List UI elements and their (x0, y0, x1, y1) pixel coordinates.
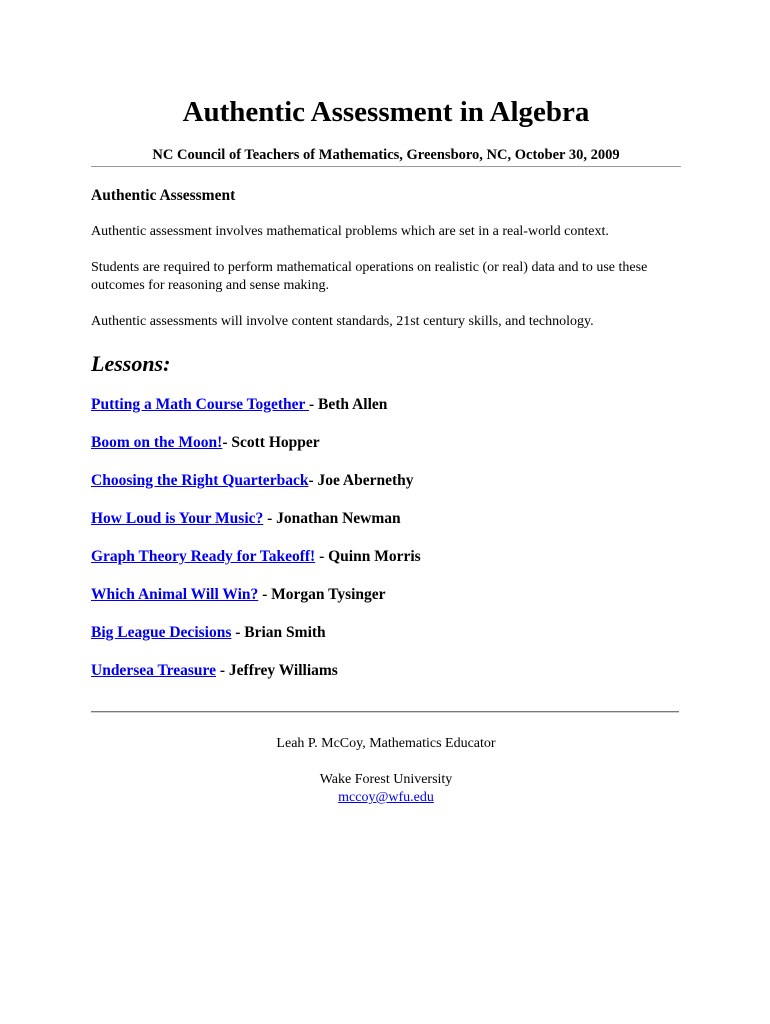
lesson-author: - Jeffrey Williams (216, 662, 338, 679)
lesson-author: - Jonathan Newman (263, 510, 401, 527)
lesson-link[interactable]: Putting a Math Course Together (91, 396, 310, 413)
lesson-link[interactable]: Undersea Treasure (91, 662, 216, 679)
lesson-link[interactable]: Which Animal Will Win? (91, 586, 259, 603)
lesson-item (91, 471, 414, 491)
lesson-author: - Joe Abernethy (308, 472, 414, 489)
section-heading: Authentic Assessment (91, 187, 236, 204)
bottom-divider (91, 711, 679, 713)
lessons-heading: Lessons: (91, 351, 171, 376)
lesson-author: - Morgan Tysinger (258, 586, 386, 603)
page-title: Authentic Assessment in Algebra (182, 96, 590, 128)
top-divider (91, 166, 681, 167)
paragraph-3: Authentic assessments will involve content standards, 21st century skills, and technology. (91, 314, 594, 329)
lesson-item (91, 585, 386, 605)
lesson-link[interactable]: How Loud is Your Music? (91, 510, 264, 527)
lesson-item (91, 547, 421, 567)
lesson-author: - Quinn Morris (315, 548, 421, 565)
paragraph-2: Students are required to perform mathematical operations on realistic (or real) data and to use these outcomes for reasoning and sense making. (91, 260, 648, 293)
footer-institution: Wake Forest University (319, 772, 453, 787)
lesson-author: - Brian Smith (231, 624, 326, 641)
lesson-author: - Scott Hopper (222, 434, 320, 451)
paragraph-1: Authentic assessment involves mathematical problems which are set in a real-world context. (91, 224, 609, 239)
lesson-item (91, 433, 320, 453)
footer-email-link[interactable]: mccoy@wfu.edu (338, 790, 434, 805)
lesson-item (91, 623, 326, 643)
lesson-link[interactable]: Graph Theory Ready for Takeoff! (91, 548, 316, 565)
lesson-item (91, 661, 338, 681)
lesson-item (91, 395, 387, 415)
lesson-link[interactable]: Big League Decisions (91, 624, 232, 641)
lesson-link[interactable]: Choosing the Right Quarterback (91, 472, 309, 489)
page-subtitle: NC Council of Teachers of Mathematics, Greensboro, NC, October 30, 2009 (152, 147, 620, 163)
footer-author: Leah P. McCoy, Mathematics Educator (276, 736, 496, 751)
lesson-author: - Beth Allen (309, 396, 388, 413)
lesson-link[interactable]: Boom on the Moon! (91, 434, 223, 451)
lesson-item (91, 509, 401, 529)
footer-email-line (91, 789, 681, 807)
